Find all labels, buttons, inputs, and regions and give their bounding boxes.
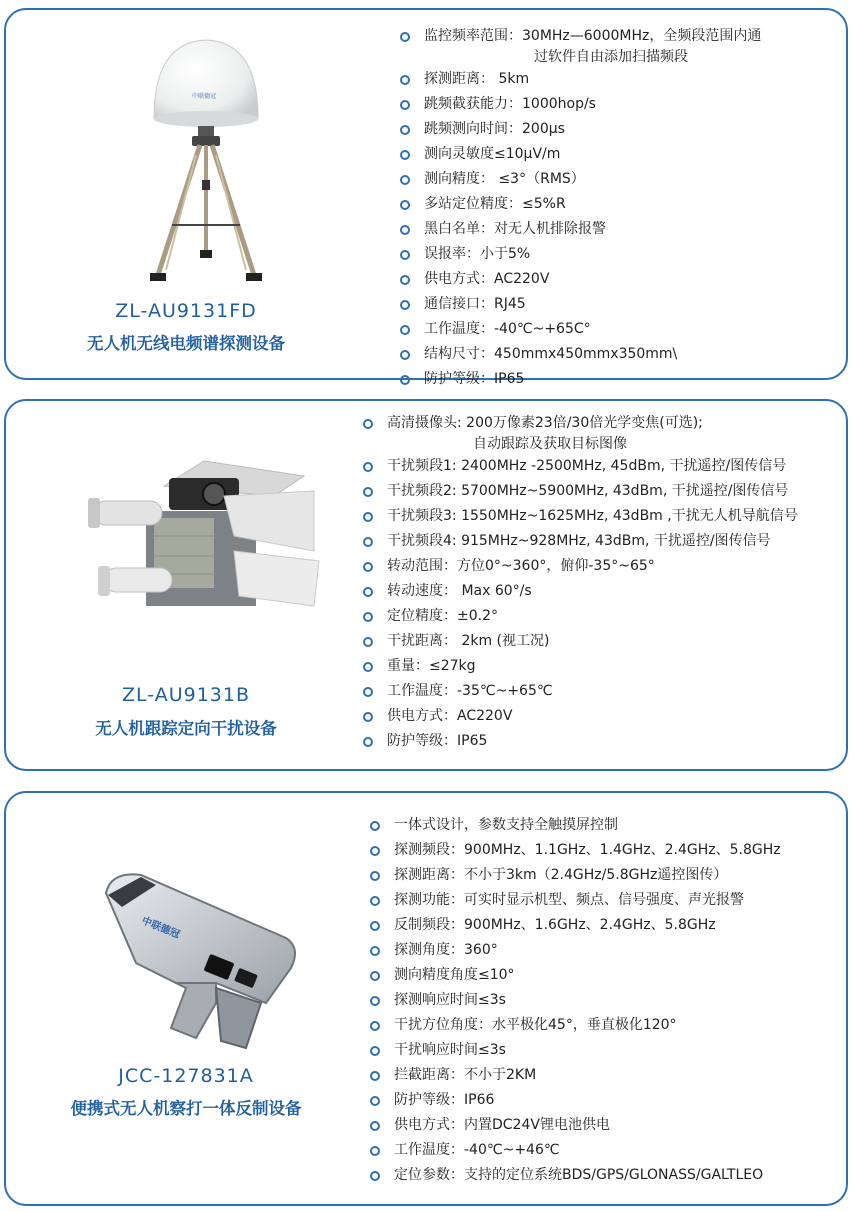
bullet-icon xyxy=(370,1121,380,1131)
spec-item: 干扰频段4: 915MHz~928MHz, 43dBm, 干扰遥控/图传信号 xyxy=(361,529,798,554)
spec-item: 测向精度角度≤10° xyxy=(368,963,781,988)
spec-item: 黑白名单：对无人机排除报警 xyxy=(398,217,761,242)
spec-item: 跳频截获能力：1000hop/s xyxy=(398,92,761,117)
bullet-icon xyxy=(363,512,373,522)
bullet-icon xyxy=(370,821,380,831)
bullet-icon xyxy=(400,175,410,185)
spec-item: 干扰频段3: 1550MHz~1625MHz, 43dBm ,干扰无人机导航信号 xyxy=(361,504,798,529)
bullet-icon xyxy=(370,946,380,956)
spec-item: 干扰距离： 2km (视工况) xyxy=(361,629,798,654)
svg-text:中联德冠: 中联德冠 xyxy=(192,93,217,100)
spec-list xyxy=(398,24,761,392)
bullet-icon xyxy=(370,1046,380,1056)
product-model: ZL-AU9131B xyxy=(122,684,250,706)
spec-item: 多站定位精度：≤5%R xyxy=(398,192,761,217)
spec-item: 监控频率范围：30MHz—6000MHz，全频段范围内通 过软件自由添加扫描频段 xyxy=(398,24,761,67)
bullet-icon xyxy=(363,462,373,472)
spec-list xyxy=(368,813,781,1188)
spec-item: 定位精度：±0.2° xyxy=(361,604,798,629)
bullet-icon xyxy=(400,100,410,110)
spec-item: 探测距离： 5km xyxy=(398,67,761,92)
bullet-icon xyxy=(370,1021,380,1031)
bullet-icon xyxy=(370,996,380,1006)
bullet-icon xyxy=(370,871,380,881)
product-model: JCC-127831A xyxy=(118,1065,254,1087)
spec-item: 探测频段：900MHz、1.1GHz、1.4GHz、2.4GHz、5.8GHz xyxy=(368,838,781,863)
spec-item: 供电方式：AC220V xyxy=(361,704,798,729)
spec-item: 一体式设计，参数支持全触摸屏控制 xyxy=(368,813,781,838)
spec-item: 定位参数：支持的定位系统BDS/GPS/GLONASS/GALTLEO xyxy=(368,1163,781,1188)
bullet-icon xyxy=(363,662,373,672)
spec-item: 测向精度： ≤3°（RMS） xyxy=(398,167,761,192)
bullet-icon xyxy=(370,1146,380,1156)
bullet-icon xyxy=(400,125,410,135)
spec-item: 测向灵敏度≤10μV/m xyxy=(398,142,761,167)
spec-item: 高清摄像头: 200万像素23倍/30倍光学变焦(可选); 自动跟踪及获取目标图像 xyxy=(361,411,798,454)
bullet-icon xyxy=(363,419,373,429)
product-name: 无人机无线电频谱探测设备 xyxy=(87,334,285,353)
spec-item: 工作温度：-35℃~+65℃ xyxy=(361,679,798,704)
spec-item: 重量：≤27kg xyxy=(361,654,798,679)
product-card-handheld xyxy=(4,791,848,1206)
spec-item: 工作温度：-40℃~+65C° xyxy=(398,317,761,342)
bullet-icon xyxy=(400,250,410,260)
bullet-icon xyxy=(400,350,410,360)
bullet-icon xyxy=(370,1096,380,1106)
bullet-icon xyxy=(363,562,373,572)
spec-item: 探测距离：不小于3km（2.4GHz/5.8GHz遥控图传） xyxy=(368,863,781,888)
product-model: ZL-AU9131FD xyxy=(115,300,257,322)
spec-item: 反制频段：900MHz、1.6GHz、2.4GHz、5.8GHz xyxy=(368,913,781,938)
spec-item: 转动速度： Max 60°/s xyxy=(361,579,798,604)
product-name: 便携式无人机察打一体反制设备 xyxy=(70,1099,302,1118)
bullet-icon xyxy=(400,150,410,160)
spec-item: 干扰方位角度：水平极化45°，垂直极化120° xyxy=(368,1013,781,1038)
bullet-icon xyxy=(370,896,380,906)
bullet-icon xyxy=(400,325,410,335)
bullet-icon xyxy=(363,737,373,747)
spec-item: 结构尺寸：450mmx450mmx350mm\ xyxy=(398,342,761,367)
handheld-counter-drone-gun-image xyxy=(96,863,306,1053)
spec-item: 工作温度：-40℃~+46℃ xyxy=(368,1138,781,1163)
bullet-icon xyxy=(363,687,373,697)
spec-item: 防护等级：IP65 xyxy=(398,367,761,392)
spec-list xyxy=(361,411,798,754)
spec-item: 防护等级：IP66 xyxy=(368,1088,781,1113)
bullet-icon xyxy=(400,75,410,85)
spec-item: 探测功能：可实时显示机型、频点、信号强度、声光报警 xyxy=(368,888,781,913)
spec-item: 跳频测向时间：200μs xyxy=(398,117,761,142)
product-name: 无人机跟踪定向干扰设备 xyxy=(95,719,277,738)
bullet-icon xyxy=(363,612,373,622)
bullet-icon xyxy=(363,537,373,547)
spec-item: 干扰频段2: 5700MHz~5900MHz, 43dBm, 干扰遥控/图传信号 xyxy=(361,479,798,504)
bullet-icon xyxy=(363,637,373,647)
bullet-icon xyxy=(363,712,373,722)
bullet-icon xyxy=(370,971,380,981)
spec-item: 探测响应时间≤3s xyxy=(368,988,781,1013)
bullet-icon xyxy=(400,200,410,210)
bullet-icon xyxy=(400,225,410,235)
spec-item: 拦截距离：不小于2KM xyxy=(368,1063,781,1088)
svg-text:中联德冠: 中联德冠 xyxy=(139,915,182,941)
bullet-icon xyxy=(400,275,410,285)
product-card-detector xyxy=(4,8,848,387)
spec-item: 误报率：小于5% xyxy=(398,242,761,267)
spec-item: 干扰响应时间≤3s xyxy=(368,1038,781,1063)
spec-item: 转动范围：方位0°~360°，俯仰-35°~65° xyxy=(361,554,798,579)
spec-item: 干扰频段1: 2400MHz -2500MHz, 45dBm, 干扰遥控/图传信号 xyxy=(361,454,798,479)
tracking-jammer-device-image xyxy=(74,456,329,621)
bullet-icon xyxy=(370,921,380,931)
bullet-icon xyxy=(370,846,380,856)
bullet-icon xyxy=(370,1071,380,1081)
spec-item: 供电方式：内置DC24V锂电池供电 xyxy=(368,1113,781,1138)
bullet-icon xyxy=(363,487,373,497)
spec-item: 探测角度：360° xyxy=(368,938,781,963)
bullet-icon xyxy=(400,375,410,385)
spec-item: 供电方式：AC220V xyxy=(398,267,761,292)
bullet-icon xyxy=(400,300,410,310)
bullet-icon xyxy=(370,1171,380,1181)
spec-item: 防护等级：IP65 xyxy=(361,729,798,754)
product-card-jammer xyxy=(4,399,848,771)
bullet-icon xyxy=(363,587,373,597)
dome-detector-on-tripod-image xyxy=(136,30,276,295)
spec-item: 通信接口：RJ45 xyxy=(398,292,761,317)
bullet-icon xyxy=(400,32,410,42)
